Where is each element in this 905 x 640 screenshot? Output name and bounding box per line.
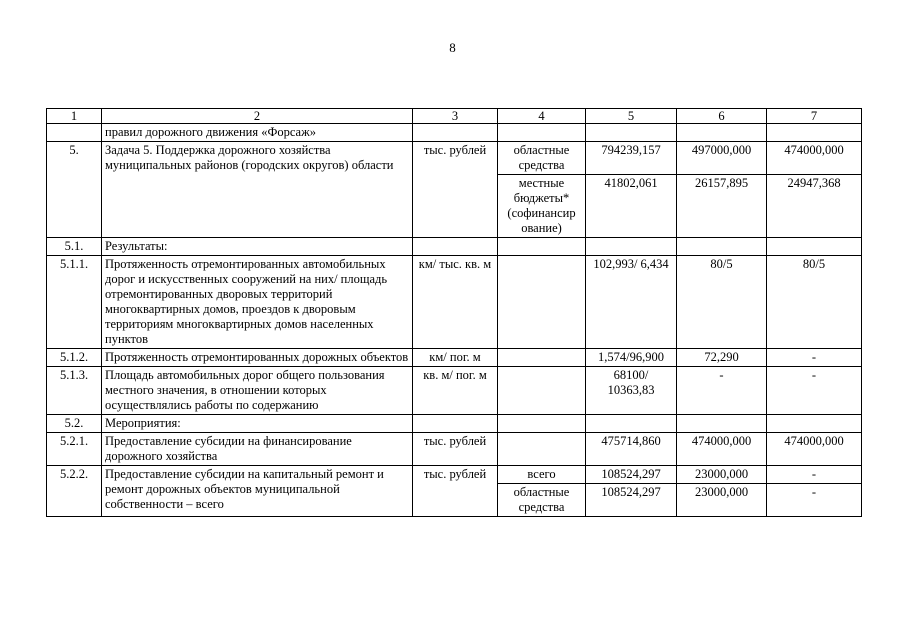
row-unit: кв. м/ пог. м	[413, 367, 498, 415]
row-description: Задача 5. Поддержка дорожного хозяйства муниципальных районов (городских округов) области	[102, 142, 413, 238]
row-unit	[413, 238, 498, 256]
header-cell: 1	[47, 109, 102, 124]
row-number: 5.1.3.	[47, 367, 102, 415]
row-value-6: -	[677, 367, 767, 415]
row-source	[498, 415, 586, 433]
row-number: 5.2.	[47, 415, 102, 433]
row-number: 5.1.	[47, 238, 102, 256]
data-table	[46, 108, 862, 517]
row-value-6: 474000,000	[677, 433, 767, 466]
row-value-7: -	[767, 466, 862, 484]
row-value-6	[677, 238, 767, 256]
row-number: 5.1.2.	[47, 349, 102, 367]
row-value-7: -	[767, 367, 862, 415]
row-description: Протяженность отремонтированных автомобильных дорог и искусственных сооружений на них/ площадь отремонтированных дворовых территорий многоквартирных домов, проездов к дворовым территориям многоквартирных домов населенных пунктов	[102, 256, 413, 349]
table-row	[47, 124, 862, 142]
row-unit	[413, 415, 498, 433]
header-cell: 2	[102, 109, 413, 124]
row-value-5: 68100/ 10363,83	[586, 367, 677, 415]
row-source	[498, 367, 586, 415]
table-row	[47, 256, 862, 349]
row-description: Площадь автомобильных дорог общего пользования местного значения, в отношении которых осуществлялись работы по содержанию	[102, 367, 413, 415]
table-row	[47, 142, 862, 175]
row-description: Предоставление субсидии на капитальный ремонт и ремонт дорожных объектов муниципальной собственности – всего	[102, 466, 413, 517]
row-description: Предоставление субсидии на финансирование дорожного хозяйства	[102, 433, 413, 466]
header-cell: 4	[498, 109, 586, 124]
row-number: 5.2.1.	[47, 433, 102, 466]
row-value-5: 41802,061	[586, 175, 677, 238]
row-value-6: 23000,000	[677, 466, 767, 484]
row-number: 5.	[47, 142, 102, 238]
row-value-5: 108524,297	[586, 484, 677, 517]
row-value-7: 24947,368	[767, 175, 862, 238]
table-row	[47, 466, 862, 484]
row-unit: тыс. рублей	[413, 142, 498, 238]
row-value-6: 26157,895	[677, 175, 767, 238]
row-value-6: 23000,000	[677, 484, 767, 517]
header-cell: 3	[413, 109, 498, 124]
row-value-5: 1,574/96,900	[586, 349, 677, 367]
row-value-7: 474000,000	[767, 142, 862, 175]
row-value-5: 475714,860	[586, 433, 677, 466]
row-value-7	[767, 238, 862, 256]
row-value-5	[586, 124, 677, 142]
row-value-6: 497000,000	[677, 142, 767, 175]
row-value-7	[767, 124, 862, 142]
row-source: всего	[498, 466, 586, 484]
row-source	[498, 238, 586, 256]
row-value-6: 72,290	[677, 349, 767, 367]
row-value-6: 80/5	[677, 256, 767, 349]
row-source	[498, 433, 586, 466]
row-value-5: 102,993/ 6,434	[586, 256, 677, 349]
table-row	[47, 349, 862, 367]
row-description: Результаты:	[102, 238, 413, 256]
row-value-6	[677, 415, 767, 433]
row-number: 5.1.1.	[47, 256, 102, 349]
table-row	[47, 238, 862, 256]
row-source: областные средства	[498, 142, 586, 175]
row-source: местные бюджеты* (софинансир ование)	[498, 175, 586, 238]
row-value-7: 474000,000	[767, 433, 862, 466]
row-source	[498, 256, 586, 349]
row-description: Протяженность отремонтированных дорожных объектов	[102, 349, 413, 367]
row-source	[498, 349, 586, 367]
row-number	[47, 124, 102, 142]
row-value-6	[677, 124, 767, 142]
page-number: 8	[449, 40, 456, 55]
row-value-5: 794239,157	[586, 142, 677, 175]
row-value-7: 80/5	[767, 256, 862, 349]
row-source	[498, 124, 586, 142]
table-row	[47, 415, 862, 433]
row-value-5	[586, 415, 677, 433]
row-unit: тыс. рублей	[413, 433, 498, 466]
row-value-7: -	[767, 484, 862, 517]
row-unit: км/ тыс. кв. м	[413, 256, 498, 349]
row-unit: км/ пог. м	[413, 349, 498, 367]
row-description: Мероприятия:	[102, 415, 413, 433]
row-value-7: -	[767, 349, 862, 367]
row-unit: тыс. рублей	[413, 466, 498, 517]
row-source: областные средства	[498, 484, 586, 517]
table-row	[47, 367, 862, 415]
row-description: правил дорожного движения «Форсаж»	[102, 124, 413, 142]
row-value-7	[767, 415, 862, 433]
row-unit	[413, 124, 498, 142]
table-header-row	[47, 109, 862, 124]
header-cell: 7	[767, 109, 862, 124]
row-value-5	[586, 238, 677, 256]
table-row	[47, 433, 862, 466]
row-number: 5.2.2.	[47, 466, 102, 517]
header-cell: 5	[586, 109, 677, 124]
row-value-5: 108524,297	[586, 466, 677, 484]
header-cell: 6	[677, 109, 767, 124]
